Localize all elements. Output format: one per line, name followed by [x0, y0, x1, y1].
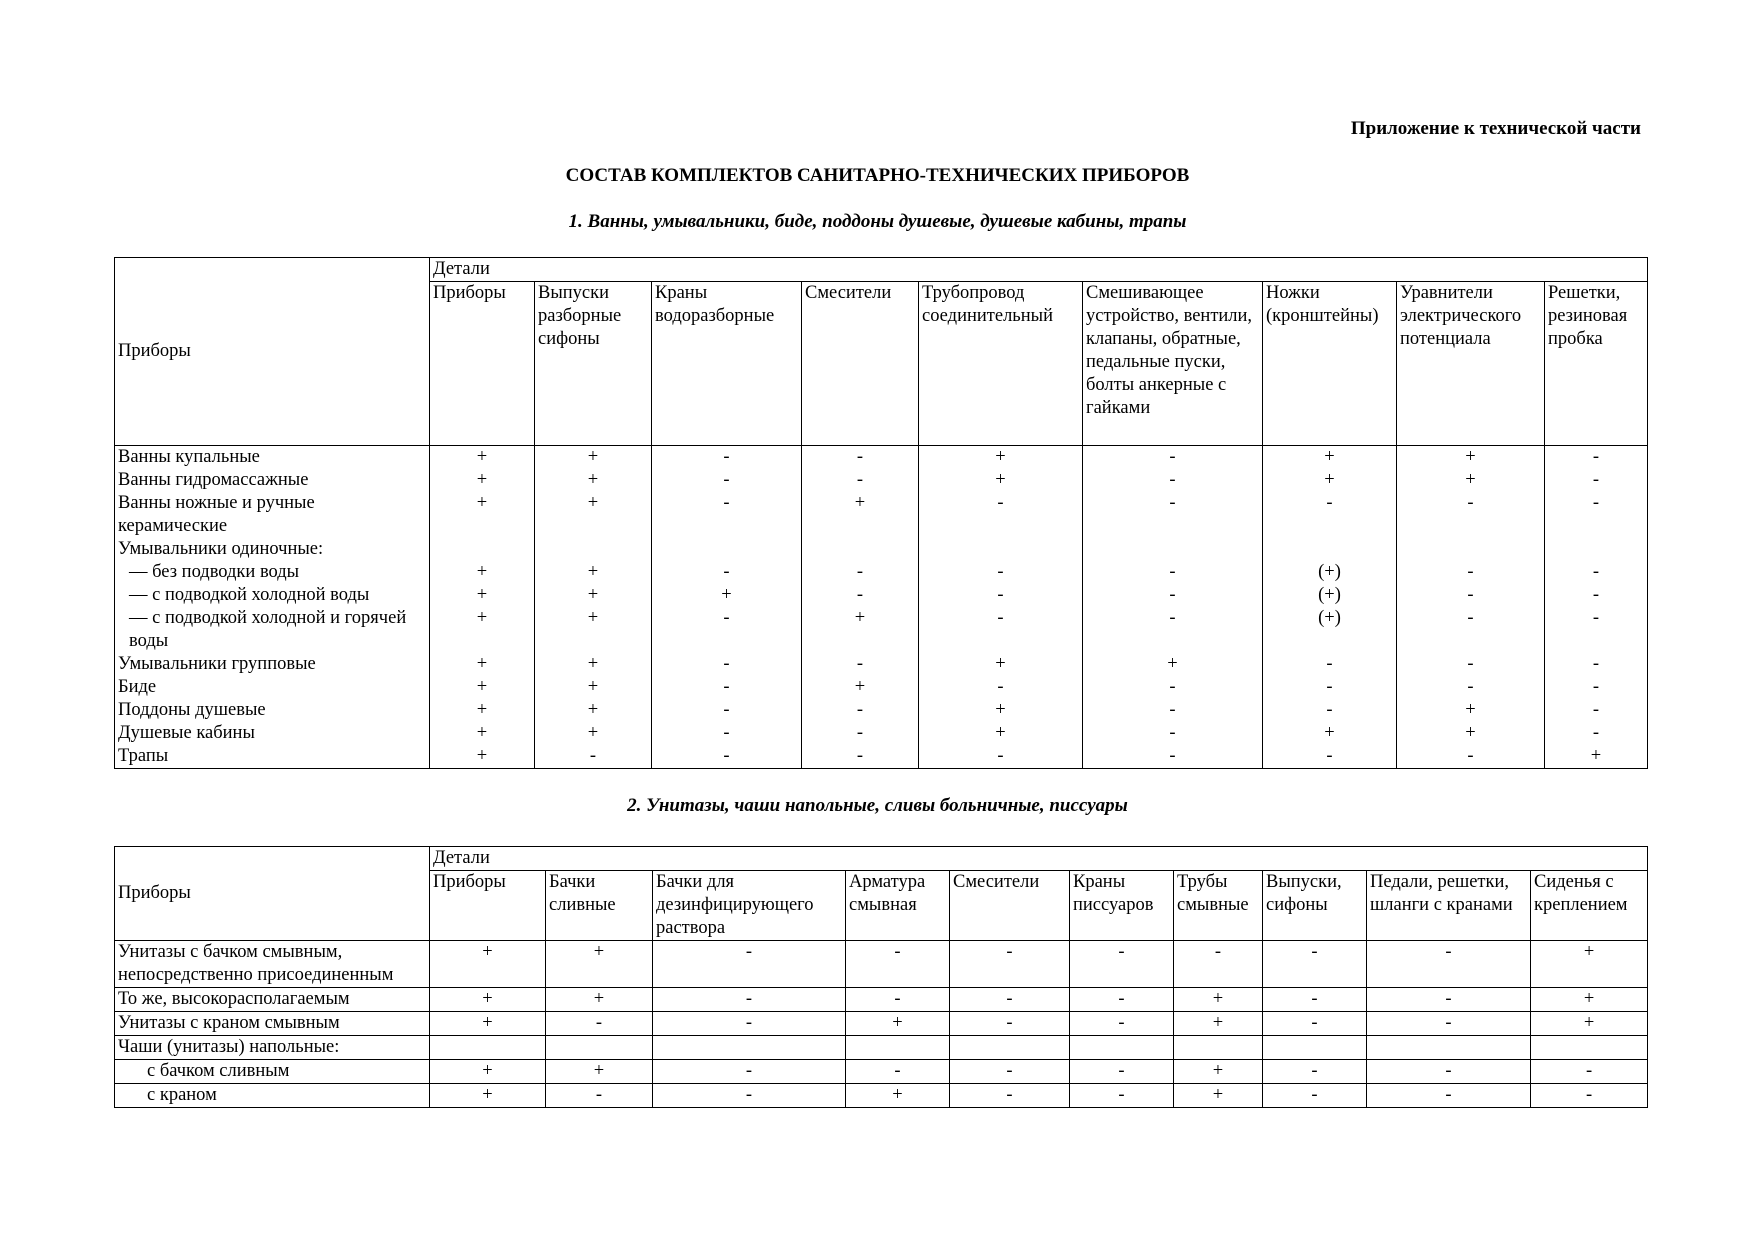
row-label: — с подводкой холодной и горячей воды: [115, 607, 430, 653]
table-cell: [652, 538, 802, 561]
table-cell: -: [1263, 1084, 1367, 1108]
table-cell: [430, 538, 535, 561]
table-cell: +: [430, 941, 546, 988]
table-row: [115, 941, 1648, 988]
table-cell: +: [430, 988, 546, 1012]
table2-header-detali: Детали: [430, 847, 1648, 871]
table-cell: -: [653, 1060, 846, 1084]
table-cell: -: [1545, 561, 1648, 584]
table-cell: [919, 538, 1083, 561]
table-cell: -: [652, 745, 802, 769]
table-cell: -: [546, 1012, 653, 1036]
table-cell: -: [802, 584, 919, 607]
table-cell: -: [1263, 988, 1367, 1012]
table1-col-header: Смешивающее устройство, вентили, клапаны, обратные, педальные пуски, болты анкерные с гайками: [1083, 282, 1263, 446]
table-cell: -: [950, 988, 1070, 1012]
table1-col-header: Трубопровод соединительный: [919, 282, 1083, 446]
table-cell: [535, 538, 652, 561]
table1-col-header: Приборы: [430, 282, 535, 446]
table-cell: -: [1083, 676, 1263, 699]
table1-col-header: Решетки, резиновая пробка: [1545, 282, 1648, 446]
section2-table: [114, 846, 1648, 1108]
table-cell: -: [1070, 1012, 1174, 1036]
table-cell: +: [430, 607, 535, 653]
table-cell: +: [430, 1060, 546, 1084]
table-cell: -: [1545, 607, 1648, 653]
table-row: [115, 653, 1648, 676]
table-cell: +: [535, 469, 652, 492]
table-cell: [1083, 538, 1263, 561]
table-cell: -: [652, 561, 802, 584]
table-cell: -: [653, 1084, 846, 1108]
table-cell: (+): [1263, 561, 1397, 584]
table-cell: +: [430, 561, 535, 584]
table-cell: -: [1545, 653, 1648, 676]
table-cell: -: [919, 745, 1083, 769]
table-cell: -: [802, 745, 919, 769]
table-row: [115, 584, 1648, 607]
table-cell: +: [1531, 1012, 1648, 1036]
table-cell: +: [546, 988, 653, 1012]
table-cell: -: [652, 492, 802, 538]
table-cell: +: [430, 722, 535, 745]
table-cell: -: [846, 941, 950, 988]
section1-heading: 1. Ванны, умывальники, биде, поддоны душевые, душевые кабины, трапы: [568, 211, 1187, 232]
table-cell: -: [1367, 941, 1531, 988]
table-cell: [802, 538, 919, 561]
row-label: Ванны гидромассажные: [115, 469, 430, 492]
table-cell: +: [1263, 446, 1397, 470]
row-label: с краном: [115, 1084, 430, 1108]
table-cell: +: [1174, 1012, 1263, 1036]
table2-header-pribory: Приборы: [115, 847, 430, 941]
table-cell: +: [1397, 722, 1545, 745]
table-cell: +: [1263, 722, 1397, 745]
table-cell: +: [430, 699, 535, 722]
table-cell: +: [546, 1060, 653, 1084]
table2-col-header: Краны писсуаров: [1070, 871, 1174, 941]
table-cell: -: [1545, 699, 1648, 722]
table-cell: +: [846, 1084, 950, 1108]
table2-col-header: Бачки сливные: [546, 871, 653, 941]
table-cell: -: [1263, 653, 1397, 676]
table-cell: -: [1263, 1012, 1367, 1036]
table-cell: +: [1174, 988, 1263, 1012]
table2-col-header: Сиденья с креплением: [1531, 871, 1648, 941]
table-cell: -: [1397, 607, 1545, 653]
table-cell: -: [652, 469, 802, 492]
table-cell: -: [1545, 676, 1648, 699]
table-cell: -: [1083, 446, 1263, 470]
table-cell: [950, 1036, 1070, 1060]
table-cell: -: [1397, 745, 1545, 769]
row-label: Унитазы с краном смывным: [115, 1012, 430, 1036]
table-cell: +: [535, 653, 652, 676]
table-cell: +: [430, 745, 535, 769]
table-cell: -: [1397, 492, 1545, 538]
table-cell: +: [546, 941, 653, 988]
table-cell: -: [1070, 1060, 1174, 1084]
table-cell: +: [430, 676, 535, 699]
table-row: [115, 538, 1648, 561]
table-cell: [846, 1036, 950, 1060]
table-cell: -: [1263, 676, 1397, 699]
table-cell: +: [919, 446, 1083, 470]
table-cell: -: [652, 607, 802, 653]
table-cell: [1545, 538, 1648, 561]
table-cell: -: [1083, 561, 1263, 584]
table-cell: +: [1397, 699, 1545, 722]
table-row: [115, 492, 1648, 538]
table-cell: +: [652, 584, 802, 607]
table-cell: (+): [1263, 584, 1397, 607]
table-cell: -: [1367, 988, 1531, 1012]
table-cell: +: [846, 1012, 950, 1036]
table-cell: -: [1397, 653, 1545, 676]
table-cell: [430, 1036, 546, 1060]
table-cell: +: [802, 492, 919, 538]
table-cell: -: [546, 1084, 653, 1108]
table-cell: -: [1263, 941, 1367, 988]
table-cell: +: [919, 653, 1083, 676]
table-cell: +: [919, 699, 1083, 722]
table-cell: +: [1531, 988, 1648, 1012]
table1-col-header: Уравнители электрического потенциала: [1397, 282, 1545, 446]
table-cell: -: [1174, 941, 1263, 988]
table1-header-pribory: Приборы: [115, 258, 430, 446]
table-cell: -: [1367, 1084, 1531, 1108]
table-cell: +: [802, 676, 919, 699]
table-cell: -: [1531, 1060, 1648, 1084]
table-cell: -: [1367, 1012, 1531, 1036]
table-cell: +: [1263, 469, 1397, 492]
table-cell: -: [1263, 1060, 1367, 1084]
row-label: Душевые кабины: [115, 722, 430, 745]
table1-col-header: Смесители: [802, 282, 919, 446]
table2-col-header: Выпуски, сифоны: [1263, 871, 1367, 941]
table-cell: -: [1397, 676, 1545, 699]
table-cell: -: [802, 469, 919, 492]
table-row: [115, 699, 1648, 722]
table-cell: (+): [1263, 607, 1397, 653]
table-cell: -: [1397, 584, 1545, 607]
table-row: [115, 446, 1648, 470]
table2-col-header: Арматура смывная: [846, 871, 950, 941]
table-cell: [1531, 1036, 1648, 1060]
table-cell: -: [802, 446, 919, 470]
table-row: [115, 607, 1648, 653]
row-label: Умывальники одиночные:: [115, 538, 430, 561]
table-row: [115, 676, 1648, 699]
row-label: Ванны ножные и ручные керамические: [115, 492, 430, 538]
row-label: — без подводки воды: [115, 561, 430, 584]
table-cell: [1070, 1036, 1174, 1060]
table-cell: -: [653, 1012, 846, 1036]
table-row: [115, 561, 1648, 584]
table-cell: -: [1070, 988, 1174, 1012]
row-label: Биде: [115, 676, 430, 699]
table-cell: +: [1083, 653, 1263, 676]
table-cell: -: [653, 941, 846, 988]
table-cell: -: [919, 607, 1083, 653]
table-cell: -: [1263, 492, 1397, 538]
table-cell: -: [1083, 722, 1263, 745]
table-cell: +: [802, 607, 919, 653]
table-cell: -: [950, 1084, 1070, 1108]
table-cell: +: [430, 1084, 546, 1108]
table-cell: +: [430, 469, 535, 492]
table-cell: +: [1397, 446, 1545, 470]
table-cell: -: [919, 584, 1083, 607]
table-cell: [1174, 1036, 1263, 1060]
table-cell: -: [1397, 561, 1545, 584]
table-row: [115, 1060, 1648, 1084]
table-row: [115, 1036, 1648, 1060]
table-cell: -: [802, 561, 919, 584]
table-cell: [1263, 1036, 1367, 1060]
table-cell: -: [652, 653, 802, 676]
table2-col-header: Смесители: [950, 871, 1070, 941]
table-cell: -: [1545, 492, 1648, 538]
table-cell: -: [1083, 492, 1263, 538]
row-label: Чаши (унитазы) напольные:: [115, 1036, 430, 1060]
table-cell: +: [535, 722, 652, 745]
table-cell: -: [652, 722, 802, 745]
table-cell: -: [1545, 469, 1648, 492]
table-cell: -: [1070, 1084, 1174, 1108]
table-cell: -: [1531, 1084, 1648, 1108]
table-cell: -: [802, 722, 919, 745]
table1-header-detali: Детали: [430, 258, 1648, 282]
section2-heading: 2. Унитазы, чаши напольные, сливы больничные, писсуары: [627, 795, 1128, 816]
table-cell: +: [1545, 745, 1648, 769]
table-cell: -: [950, 1012, 1070, 1036]
table-cell: -: [919, 676, 1083, 699]
row-label: Трапы: [115, 745, 430, 769]
table-cell: +: [535, 492, 652, 538]
table2-col-header: Приборы: [430, 871, 546, 941]
table-cell: -: [1545, 722, 1648, 745]
row-label: — с подводкой холодной воды: [115, 584, 430, 607]
table-cell: -: [1545, 446, 1648, 470]
table1-col-header: Краны водоразборные: [652, 282, 802, 446]
table1-col-header: Выпуски разборные сифоны: [535, 282, 652, 446]
table-cell: +: [1397, 469, 1545, 492]
table-cell: [1263, 538, 1397, 561]
table-cell: +: [430, 584, 535, 607]
table-cell: -: [846, 1060, 950, 1084]
table-cell: -: [1545, 584, 1648, 607]
table-cell: -: [1083, 699, 1263, 722]
table-cell: -: [652, 676, 802, 699]
table-cell: -: [1083, 469, 1263, 492]
table-cell: +: [535, 561, 652, 584]
table-cell: -: [1083, 607, 1263, 653]
page-title: СОСТАВ КОМПЛЕКТОВ САНИТАРНО-ТЕХНИЧЕСКИХ ПРИБОРОВ: [565, 165, 1190, 186]
table-cell: +: [1174, 1084, 1263, 1108]
table-row: [115, 745, 1648, 769]
table-cell: -: [846, 988, 950, 1012]
row-label: с бачком сливным: [115, 1060, 430, 1084]
row-label: Ванны купальные: [115, 446, 430, 470]
appendix-label: Приложение к технической части: [1350, 118, 1641, 139]
table-cell: -: [919, 561, 1083, 584]
table-cell: -: [919, 492, 1083, 538]
table-cell: -: [652, 699, 802, 722]
table2-col-header: Педали, решетки, шланги с кранами: [1367, 871, 1531, 941]
table-row: [115, 988, 1648, 1012]
table-cell: +: [1174, 1060, 1263, 1084]
table-cell: -: [653, 988, 846, 1012]
table-cell: +: [535, 446, 652, 470]
table2-col-header: Трубы смывные: [1174, 871, 1263, 941]
table-row: [115, 722, 1648, 745]
table-cell: -: [1083, 745, 1263, 769]
table-cell: +: [919, 722, 1083, 745]
table-cell: -: [652, 446, 802, 470]
table-cell: +: [430, 492, 535, 538]
table-row: [115, 469, 1648, 492]
table-cell: +: [1531, 941, 1648, 988]
row-label: Поддоны душевые: [115, 699, 430, 722]
table-cell: +: [535, 676, 652, 699]
table-row: [115, 1012, 1648, 1036]
row-label: Умывальники групповые: [115, 653, 430, 676]
table-cell: -: [802, 699, 919, 722]
table1-col-header: Ножки (кронштейны): [1263, 282, 1397, 446]
table-row: [115, 1084, 1648, 1108]
table-cell: [546, 1036, 653, 1060]
section1-table: [114, 257, 1648, 769]
table-cell: +: [535, 584, 652, 607]
table-cell: -: [1263, 745, 1397, 769]
table-cell: +: [430, 1012, 546, 1036]
table2-col-header: Бачки для дезинфицирующего раствора: [653, 871, 846, 941]
table-cell: [1397, 538, 1545, 561]
table-cell: -: [950, 1060, 1070, 1084]
table-cell: -: [1367, 1060, 1531, 1084]
table-cell: -: [1070, 941, 1174, 988]
table-cell: +: [919, 469, 1083, 492]
table-cell: -: [802, 653, 919, 676]
table-cell: -: [1083, 584, 1263, 607]
table-cell: [653, 1036, 846, 1060]
table-cell: +: [430, 653, 535, 676]
row-label: То же, высокорасполагаемым: [115, 988, 430, 1012]
table-cell: +: [430, 446, 535, 470]
table-cell: +: [535, 699, 652, 722]
table-cell: -: [535, 745, 652, 769]
row-label: Унитазы с бачком смывным, непосредственно присоединенным: [115, 941, 430, 988]
table-cell: -: [1263, 699, 1397, 722]
table-cell: -: [950, 941, 1070, 988]
table-cell: +: [535, 607, 652, 653]
table-cell: [1367, 1036, 1531, 1060]
